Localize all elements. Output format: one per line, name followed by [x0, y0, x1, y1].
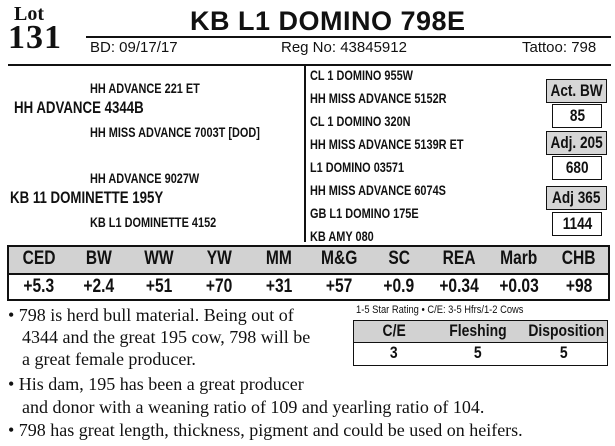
epd-header-mm: MM [266, 248, 292, 269]
lot-number: 131 [8, 19, 62, 56]
epd-header-yw: YW [206, 248, 232, 269]
great-grandsire-4: GB L1 DOMINO 175E [310, 205, 419, 221]
rating-caption: 1-5 Star Rating • C/E: 3-5 Hfrs/1-2 Cows [356, 304, 524, 316]
comment-2-line-2: and donor with a weaning ratio of 109 and yearling ratio of 104. [22, 397, 485, 417]
great-granddam-2: HH MISS ADVANCE 5139R ET [310, 136, 464, 152]
rating-header-disposition: Disposition [528, 321, 605, 340]
comment-2-line-1: • His dam, 195 has been a great producer [8, 374, 304, 394]
epd-value-mm: +31 [265, 276, 293, 297]
rating-value-fleshing: 5 [474, 343, 482, 362]
epd-value-chb: +98 [565, 276, 593, 297]
great-granddam-3: HH MISS ADVANCE 6074S [310, 182, 446, 198]
adj-365-label: Adj 365 [546, 186, 607, 210]
adj-365-value: 1144 [552, 212, 602, 236]
adj-205-value: 680 [552, 156, 602, 180]
birth-date: BD: 09/17/17 [90, 39, 178, 56]
epd-value-mg: +57 [325, 276, 353, 297]
rating-header-fleshing: Fleshing [449, 321, 507, 340]
registration-number: Reg No: 43845912 [281, 39, 407, 56]
epd-header-marb: Marb [500, 248, 538, 269]
act-bw-value: 85 [552, 104, 602, 128]
comment-3: • 798 has great length, thickness, pigment and could be used on heifers. [8, 420, 523, 440]
sire: HH ADVANCE 4344B [14, 98, 144, 117]
dam-dam: KB L1 DOMINETTE 4152 [90, 214, 217, 230]
epd-header-ced: CED [22, 248, 56, 269]
rating-table [353, 320, 608, 366]
epd-header-mg: M&G [320, 248, 358, 269]
epd-header-sc: SC [388, 248, 410, 269]
title-divider [86, 36, 611, 38]
lot-label: Lot [14, 3, 44, 25]
rating-value-ce: 3 [390, 343, 398, 362]
sire-dam: HH MISS ADVANCE 7003T [DOD] [90, 124, 260, 140]
great-grandsire-2: CL 1 DOMINO 320N [310, 113, 411, 129]
epd-header-rea: REA [442, 248, 476, 269]
adj-205-label: Adj. 205 [546, 131, 607, 155]
comment-1-line-1: • 798 is herd bull material. Being out of [8, 305, 294, 325]
great-granddam-1: HH MISS ADVANCE 5152R [310, 90, 447, 106]
epd-header-chb: CHB [562, 248, 596, 269]
epd-header-ww: WW [144, 248, 174, 269]
pedigree-divider [304, 66, 306, 242]
act-bw-label: Act. BW [546, 79, 607, 103]
header-divider [8, 64, 611, 66]
great-grandsire-3: L1 DOMINO 03571 [310, 159, 405, 175]
epd-value-rea: +0.34 [439, 276, 479, 297]
epd-value-marb: +0.03 [499, 276, 539, 297]
great-granddam-4: KB AMY 080 [310, 228, 374, 244]
epd-table [7, 245, 610, 301]
epd-value-yw: +70 [205, 276, 233, 297]
epd-value-ced: +5.3 [23, 276, 55, 297]
animal-name-title: KB L1 DOMINO 798E [190, 6, 466, 36]
great-grandsire-1: CL 1 DOMINO 955W [310, 67, 413, 83]
dam: KB 11 DOMINETTE 195Y [10, 188, 164, 207]
dam-sire: HH ADVANCE 9027W [90, 170, 200, 186]
tattoo: Tattoo: 798 [522, 39, 597, 56]
rating-header-ce: C/E [382, 321, 406, 340]
epd-value-bw: +2.4 [83, 276, 115, 297]
comment-1-line-2: 4344 and the great 195 cow, 798 will be [22, 327, 311, 347]
comment-1-line-3: a great female producer. [22, 349, 196, 369]
epd-value-ww: +51 [145, 276, 173, 297]
epd-header-bw: BW [86, 248, 112, 269]
rating-value-disposition: 5 [560, 343, 568, 362]
sire-sire: HH ADVANCE 221 ET [90, 80, 200, 96]
epd-value-sc: +0.9 [383, 276, 415, 297]
